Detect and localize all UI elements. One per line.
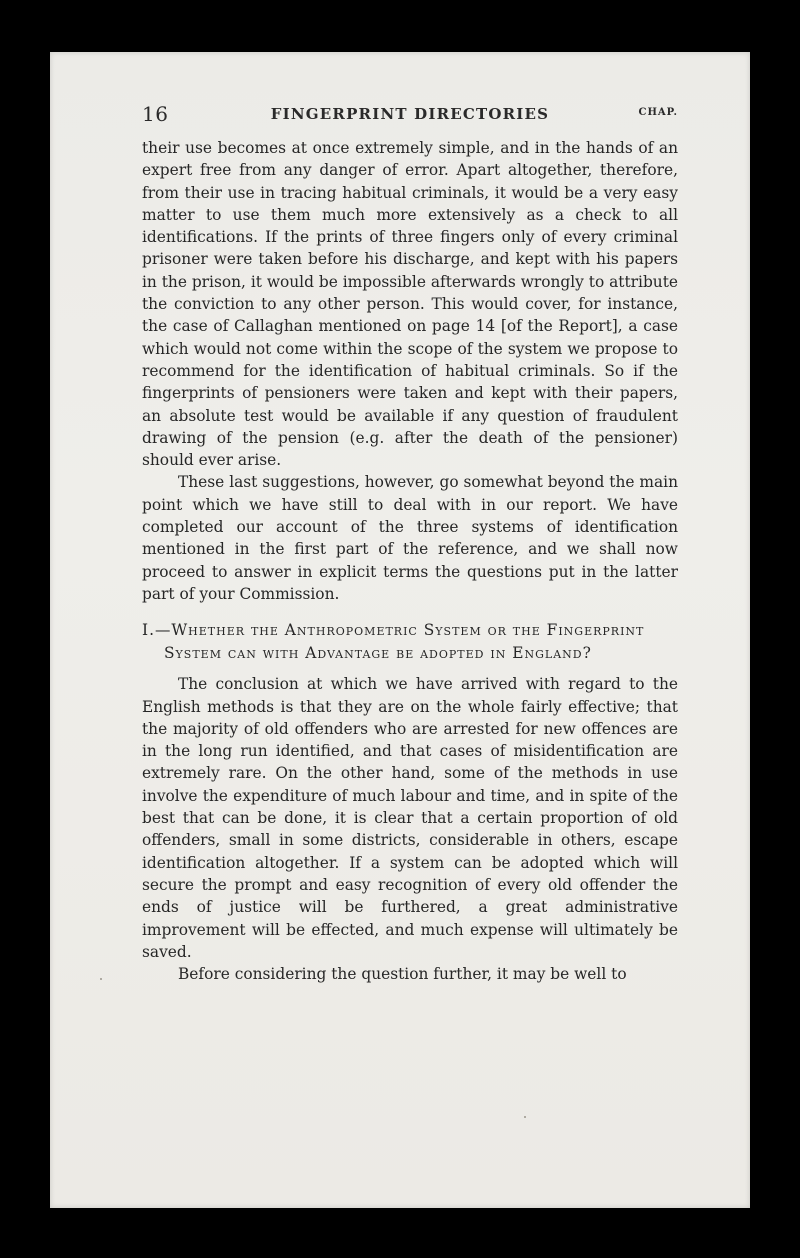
paragraph: The conclusion at which we have arrived with regard to the English methods is that they are on the whole fairly effective; that the majority of old offenders who are arrested for new offences are in the long run identified, and that cases of misidentification are extremely rare. On the other hand, some of the methods in use involve the expenditure of much labour and time, and in spite of the best that can be done, it is clear that a certain proportion of old offenders, small in some districts, considerable in others, escape identification altogether. If a system can be adopted which will secure the prompt and easy recognition of every old offender the ends of justice will be furthered, a great administrative improvement will be effected, and much expense will ultimately be saved. <box>142 675 678 961</box>
chapter-label: CHAP. <box>638 107 678 118</box>
running-title: FINGERPRINT DIRECTORIES <box>270 105 550 123</box>
paragraph: These last suggestions, however, go somewhat beyond the main point which we have still to deal with in our report. We have completed our account of the three systems of identification mentioned in the first part of the reference, and we shall now proceed to answer in explicit terms the questions put in the latter part of your Commission. <box>142 473 678 603</box>
section-heading: I.—Whether the Anthropometric System or the Fingerprint System can with Advantage be adopted in England? <box>142 621 645 663</box>
paper-fleck <box>100 978 102 980</box>
paragraph: Before considering the question further, it may be well to <box>178 965 627 984</box>
paragraph-continued: their use becomes at once extremely simple, and in the hands of an expert free from any danger of error. Apart altogether, therefore, from their use in tracing habitual criminals, it would be a very easy matter to use them much more extensively as a check to all identifications. If the prints of three fingers only of every criminal prisoner were taken before his discharge, and kept with his papers in the prison, it would be impossible afterwards wrongly to attribute the conviction to any other person. This would cover, for instance, the case of Callaghan mentioned on page 14 [of the Report], a case which would not come within the scope of the system we propose to recommend for the identification of habitual criminals. So if the fingerprints of pensioners were taken and kept with their papers, an absolute test would be available if any question of fraudulent drawing of the pension (e.g. after the death of the pensioner) should ever arise. <box>142 139 678 470</box>
body-text <box>142 137 678 985</box>
page-number: 16 <box>142 102 169 126</box>
paper-fleck <box>524 1116 526 1118</box>
running-head <box>142 102 678 132</box>
